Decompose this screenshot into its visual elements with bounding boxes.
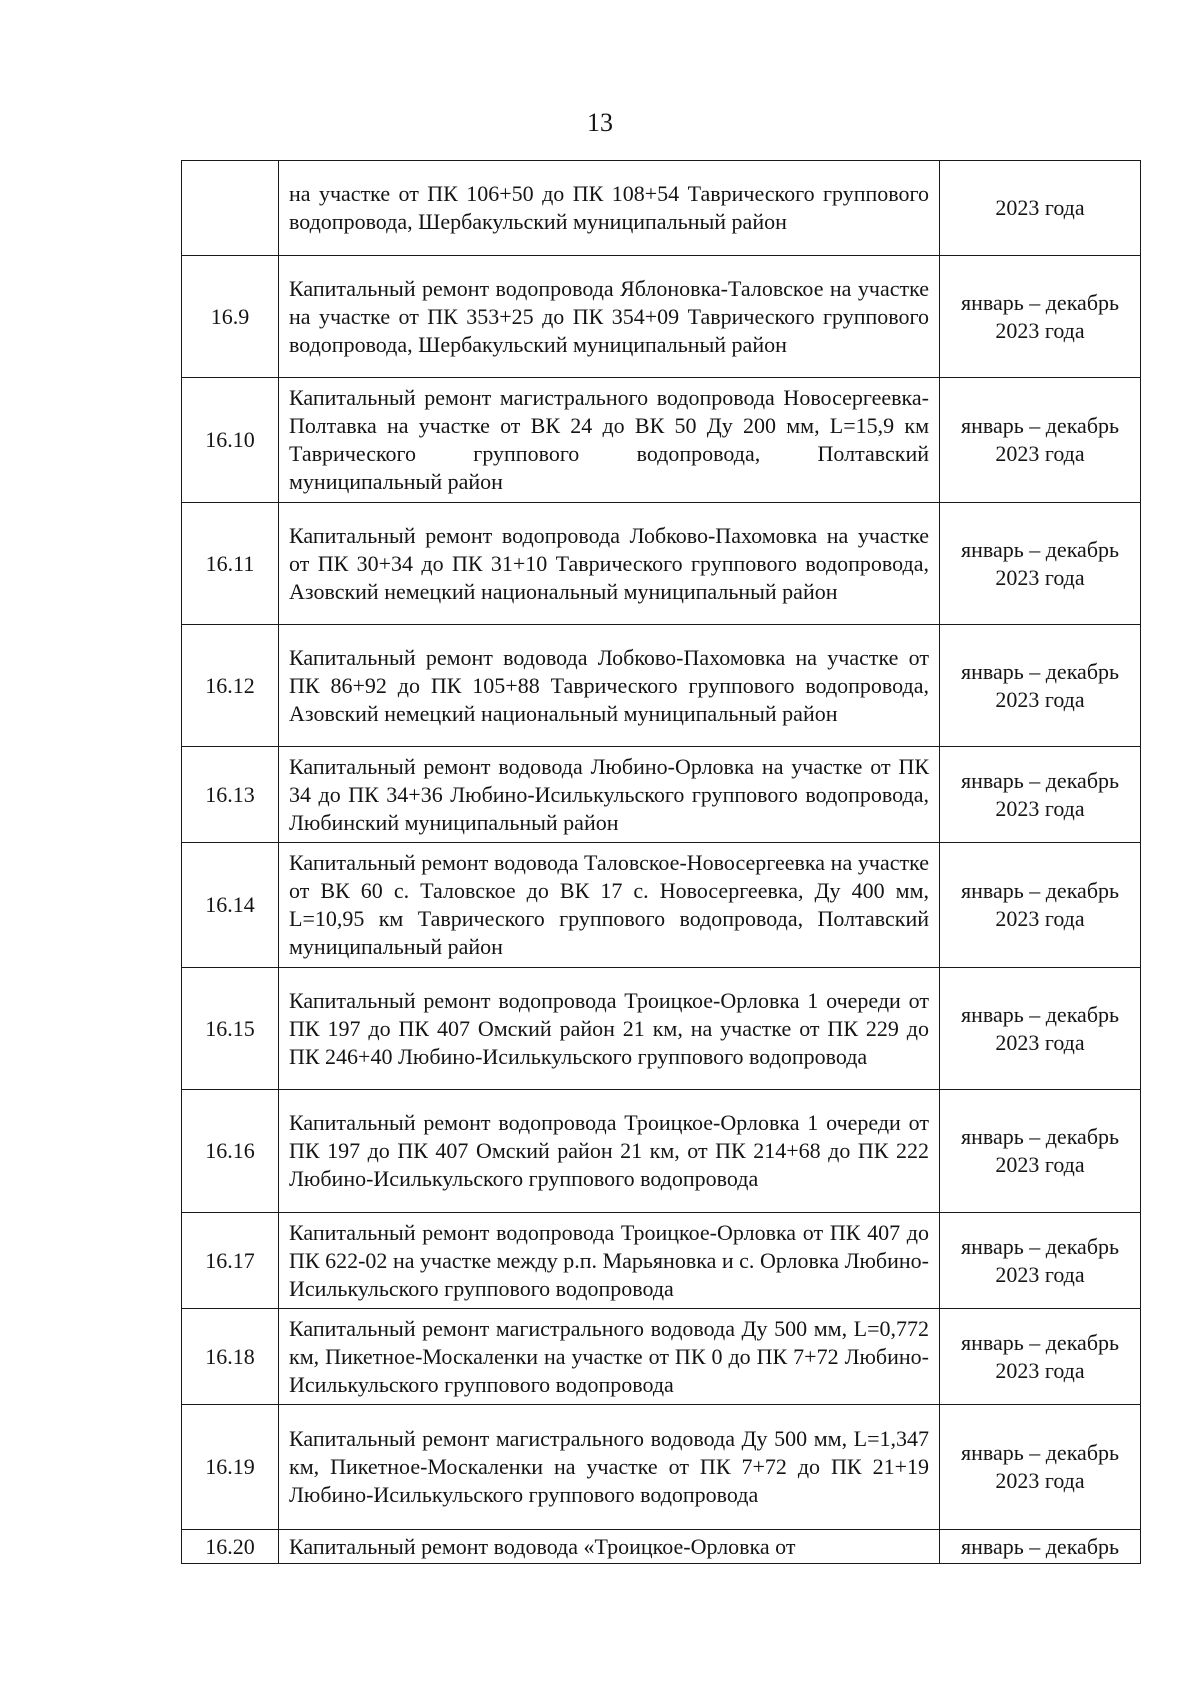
row-number: 16.16	[182, 1090, 279, 1213]
work-period	[940, 968, 1141, 1090]
work-period	[940, 1530, 1141, 1564]
period-months: январь – декабрь	[960, 289, 1120, 315]
table-row	[182, 1213, 1141, 1309]
row-number: 16.15	[182, 968, 279, 1090]
table-row	[182, 625, 1141, 747]
works-schedule-table	[181, 160, 1141, 1564]
table-row	[182, 1530, 1141, 1564]
period-year: 2023 года	[995, 906, 1085, 931]
work-description: Капитальный ремонт водопровода Троицкое-Орловка 1 очереди от ПК 197 до ПК 407 Омский район 21 км, на участке от ПК 229 до ПК 246+40 Любино-Исилькульского группового водопровода	[279, 968, 940, 1090]
period-months: январь – декабрь	[960, 658, 1120, 684]
row-number: 16.14	[182, 843, 279, 968]
work-description: Капитальный ремонт магистрального водовода Ду 500 мм, L=0,772 км, Пикетное-Москаленки на участке от ПК 0 до ПК 7+72 Любино-Исилькульского группового водопровода	[279, 1309, 940, 1405]
work-period	[940, 256, 1141, 378]
period-year: 2023 года	[995, 195, 1085, 220]
table-row	[182, 843, 1141, 968]
work-period	[940, 747, 1141, 843]
period-year: 2023 года	[995, 1357, 1085, 1383]
table-row	[182, 968, 1141, 1090]
work-description: Капитальный ремонт магистрального водовода Ду 500 мм, L=1,347 км, Пикетное-Москаленки на участке от ПК 7+72 до ПК 21+19 Любино-Исилькульского группового водопровода	[279, 1405, 940, 1530]
row-number: 16.19	[182, 1405, 279, 1530]
period-year: 2023 года	[995, 795, 1085, 821]
work-description: Капитальный ремонт водовода Лобково-Пахомовка на участке от ПК 86+92 до ПК 105+88 Таврического группового водопровода, Азовский немецкий национальный муниципальный район	[279, 625, 940, 747]
period-year: 2023 года	[995, 1029, 1085, 1055]
period-year: 2023 года	[995, 1468, 1085, 1493]
work-period	[940, 378, 1141, 503]
work-description: Капитальный ремонт водопровода Троицкое-Орловка 1 очереди от ПК 197 до ПК 407 Омский район 21 км, от ПК 214+68 до ПК 222 Любино-Исилькульского группового водопровода	[279, 1090, 940, 1213]
period-months: январь – декабрь	[960, 536, 1120, 562]
work-description: Капитальный ремонт водовода Таловское-Новосергеевка на участке от ВК 60 с. Таловское до ВК 17 с. Новосергеевка, Ду 400 мм, L=10,95 км Таврического группового водопровода, Полтавский муниципальный район	[279, 843, 940, 968]
period-months: январь – декабрь	[960, 413, 1120, 438]
work-description: Капитальный ремонт магистрального водопровода Новосергеевка-Полтавка на участке от ВК 24 до ВК 50 Ду 200 мм, L=15,9 км Таврического группового водопровода, Полтавский муниципальный район	[279, 378, 940, 503]
table-row	[182, 1309, 1141, 1405]
work-description: Капитальный ремонт водопровода Лобково-Пахомовка на участке от ПК 30+34 до ПК 31+10 Таврического группового водопровода, Азовский немецкий национальный муниципальный район	[279, 503, 940, 625]
row-number: 16.10	[182, 378, 279, 503]
period-months: январь – декабрь	[960, 1440, 1120, 1465]
work-period	[940, 1090, 1141, 1213]
table-row	[182, 378, 1141, 503]
table-body	[182, 161, 1141, 1564]
work-description: Капитальный ремонт водовода Любино-Орловка на участке от ПК 34 до ПК 34+36 Любино-Исилькульского группового водопровода, Любинский муниципальный район	[279, 747, 940, 843]
table-row	[182, 1405, 1141, 1530]
row-number: 16.20	[182, 1530, 279, 1564]
table-row	[182, 1090, 1141, 1213]
work-description: на участке от ПК 106+50 до ПК 108+54 Таврического группового водопровода, Шербакульский муниципальный район	[279, 161, 940, 256]
work-period	[940, 625, 1141, 747]
period-months: январь – декабрь	[960, 878, 1120, 903]
period-year: 2023 года	[995, 564, 1085, 590]
row-number: 16.12	[182, 625, 279, 747]
row-number: 16.18	[182, 1309, 279, 1405]
table-row	[182, 256, 1141, 378]
period-months: январь – декабрь	[960, 1124, 1120, 1149]
work-description: Капитальный ремонт водопровода Троицкое-Орловка от ПК 407 до ПК 622-02 на участке между р.п. Марьяновка и с. Орловка Любино-Исилькульского группового водопровода	[279, 1213, 940, 1309]
period-months: январь – декабрь	[960, 1001, 1120, 1027]
period-months: январь – декабрь	[960, 1533, 1120, 1559]
period-year: 2023 года	[995, 1261, 1085, 1287]
work-period	[940, 503, 1141, 625]
work-description: Капитальный ремонт водопровода Яблоновка-Таловское на участке на участке от ПК 353+25 до ПК 354+09 Таврического группового водопровода, Шербакульский муниципальный район	[279, 256, 940, 378]
row-number: 16.9	[182, 256, 279, 378]
page-number: 13	[587, 108, 613, 137]
work-period	[940, 1309, 1141, 1405]
period-year: 2023 года	[995, 441, 1085, 466]
work-period	[940, 161, 1141, 256]
row-number: 16.13	[182, 747, 279, 843]
work-period	[940, 843, 1141, 968]
period-months: январь – декабрь	[960, 767, 1120, 793]
row-number: 16.17	[182, 1213, 279, 1309]
table-row	[182, 161, 1141, 256]
period-year: 2023 года	[995, 1152, 1085, 1177]
work-period	[940, 1213, 1141, 1309]
row-number: 16.11	[182, 503, 279, 625]
row-number	[182, 161, 279, 256]
work-description: Капитальный ремонт водовода «Троицкое-Орловка от	[279, 1530, 940, 1564]
period-months: январь – декабрь	[960, 1233, 1120, 1259]
table-row	[182, 503, 1141, 625]
work-period	[940, 1405, 1141, 1530]
period-year: 2023 года	[995, 686, 1085, 712]
table-row	[182, 747, 1141, 843]
period-year: 2023 года	[995, 317, 1085, 343]
period-months: январь – декабрь	[960, 1329, 1120, 1355]
